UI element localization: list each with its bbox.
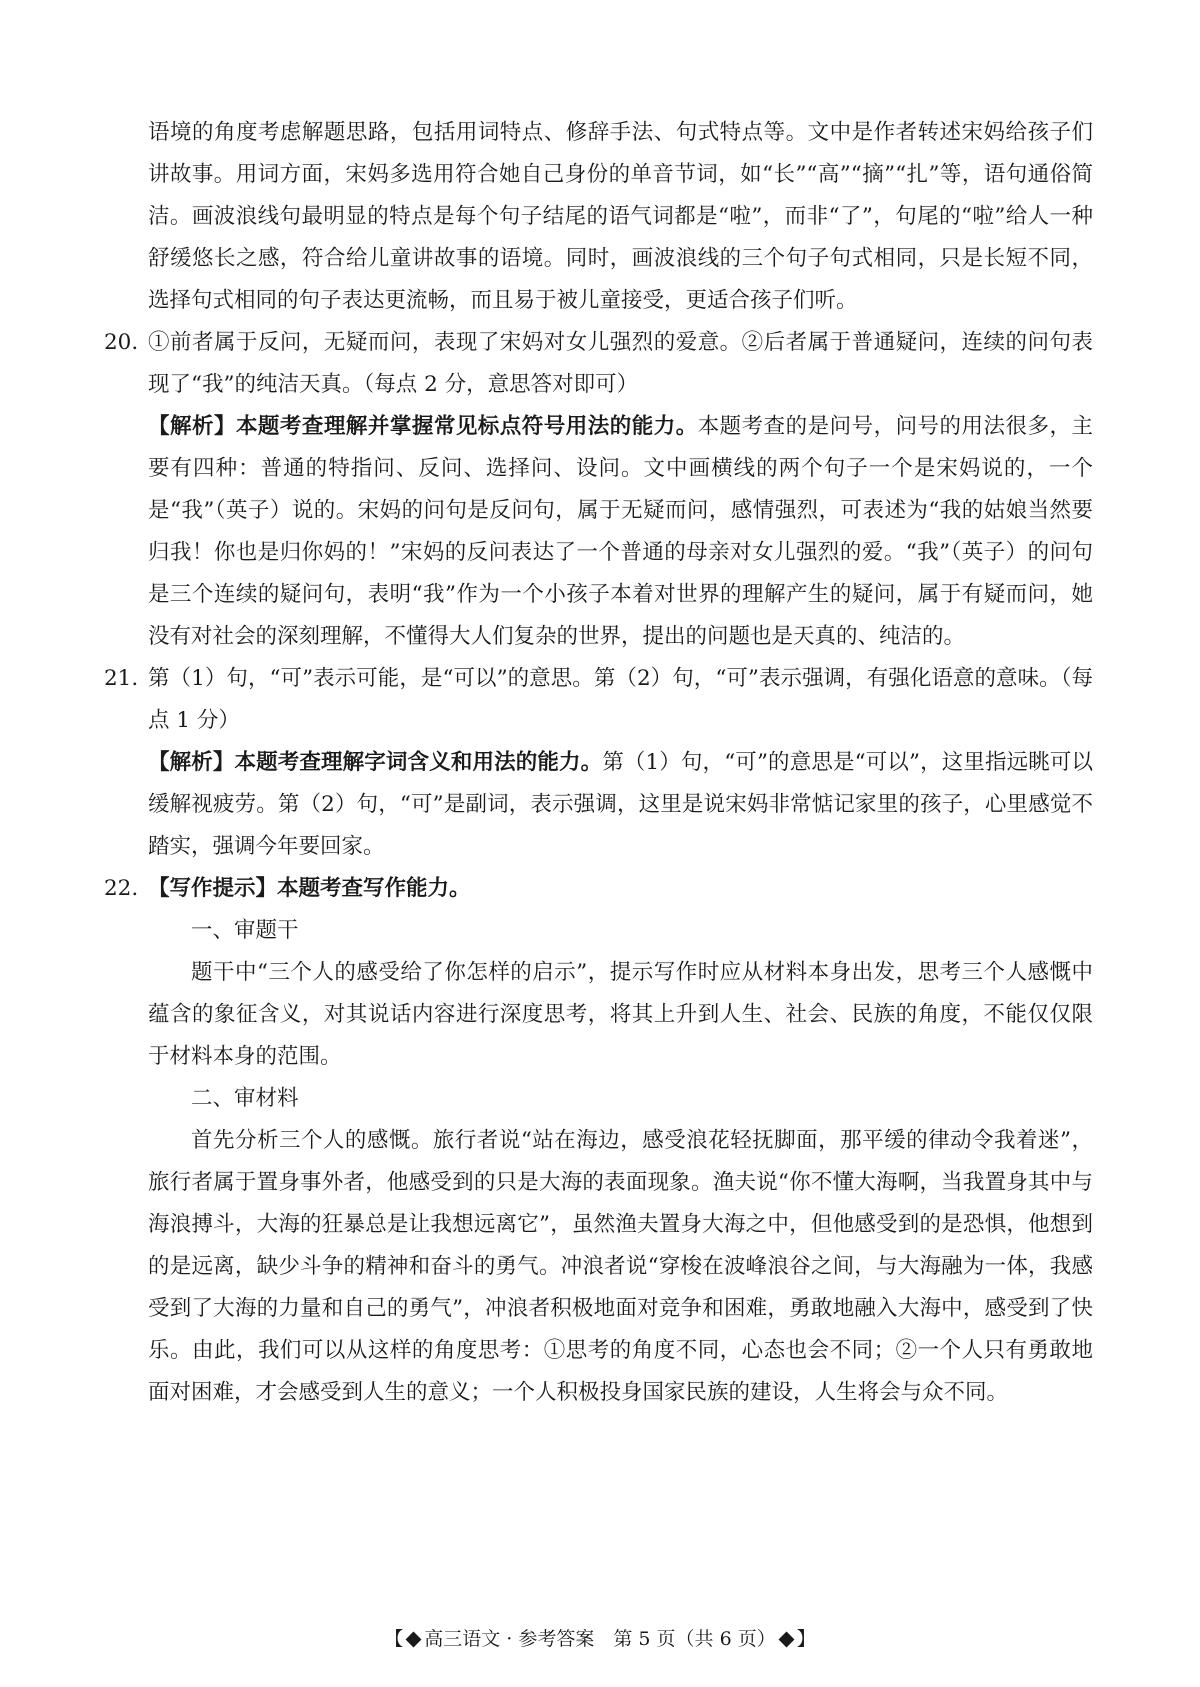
footer-text: 高三语文 · 参考答案 第 5 页（共 6 页） [424, 1628, 776, 1650]
analysis-label: 【解析】本题考查理解并掌握常见标点符号用法的能力。 [148, 414, 698, 439]
analysis-label: 【解析】本题考查理解字词含义和用法的能力。 [148, 750, 603, 775]
section-text: 题干中“三个人的感受给了你怎样的启示”，提示写作时应从材料本身出发，思考三个人感慨中蕴含的象征含义，对其说话内容进行深度思考，将其上升到人生、社会、民族的角度，不能仅仅限于材料本身的范围。 [148, 960, 1093, 1069]
q21-analysis [148, 742, 1093, 868]
question-number: 20. [104, 330, 139, 355]
diamond-icon [406, 1632, 422, 1648]
footer-bracket-right: 】 [796, 1628, 816, 1650]
question-22 [104, 868, 1093, 1414]
footer-bracket-left: 【 [384, 1628, 404, 1650]
diamond-icon [778, 1632, 794, 1648]
page-content [104, 112, 1093, 1414]
section-title: 一、审题干 [191, 918, 299, 943]
q20-answer: ①前者属于反问，无疑而问，表现了宋妈对女儿强烈的爱意。②后者属于普通疑问，连续的问句表现了“我”的纯洁天真。（每点 2 分，意思答对即可） [148, 330, 1093, 397]
analysis-text: 第（1）句，“可”的意思是“可以”，这里指远眺可以缓解视疲劳。第（2）句，“可”是副词，表示强调，这里是说宋妈非常惦记家里的孩子，心里感觉不踏实，强调今年要回家。 [148, 750, 1093, 859]
question-20 [104, 322, 1093, 658]
q20-analysis [148, 406, 1093, 658]
question-number: 21. [104, 666, 139, 691]
page-footer [0, 1626, 1200, 1652]
q21-answer: 第（1）句，“可”表示可能，是“可以”的意思。第（2）句，“可”表示强调，有强化语意的意味。（每点 1 分） [148, 666, 1093, 733]
q19-analysis-continuation: 语境的角度考虑解题思路，包括用词特点、修辞手法、句式特点等。文中是作者转述宋妈给孩子们讲故事。用词方面，宋妈多选用符合她自己身份的单音节词，如“长”“高”“摘”“扎”等，语句通俗简洁。画波浪线句最明显的特点是每个句子结尾的语气词都是“啦”，而非“了”，句尾的“啦”给人一种舒缓悠长之感，符合给儿童讲故事的语境。同时，画波浪线的三个句子句式相同，只是长短不同，选择句式相同的句子表达更流畅，而且易于被儿童接受，更适合孩子们听。 [148, 120, 1093, 313]
question-21 [104, 658, 1093, 868]
section-title: 二、审材料 [191, 1086, 299, 1111]
writing-tip-label: 【写作提示】本题考查写作能力。 [148, 876, 471, 901]
section-text: 首先分析三个人的感慨。旅行者说“站在海边，感受浪花轻抚脚面，那平缓的律动令我着迷”，旅行者属于置身事外者，他感受到的只是大海的表面现象。渔夫说“你不懂大海啊，当我置身其中与海浪搏斗，大海的狂暴总是让我想远离它”，虽然渔夫置身大海之中，但他感受到的是恐惧，他想到的是远离，缺少斗争的精神和奋斗的勇气。冲浪者说“穿梭在波峰浪谷之间，与大海融为一体，我感受到了大海的力量和自己的勇气”，冲浪者积极地面对竞争和困难，勇敢地融入大海中，感受到了快乐。由此，我们可以从这样的角度思考：①思考的角度不同，心态也会不同；②一个人只有勇敢地面对困难，才会感受到人生的意义；一个人积极投身国家民族的建设，人生将会与众不同。 [148, 1128, 1093, 1405]
analysis-text: 本题考查的是问号，问号的用法很多，主要有四种：普通的特指问、反问、选择问、设问。文中画横线的两个句子一个是宋妈说的，一个是“我”（英子）说的。宋妈的问句是反问句，属于无疑而问，感情强烈，可表述为“我的姑娘当然要归我！你也是归你妈的！”宋妈的反问表达了一个普通的母亲对女儿强烈的爱。“我”（英子）的问句是三个连续的疑问句，表明“我”作为一个小孩子本着对世界的理解产生的疑问，属于有疑而问，她没有对社会的深刻理解，不懂得大人们复杂的世界，提出的问题也是天真的、纯洁的。 [148, 414, 1093, 649]
question-number: 22. [104, 876, 139, 901]
